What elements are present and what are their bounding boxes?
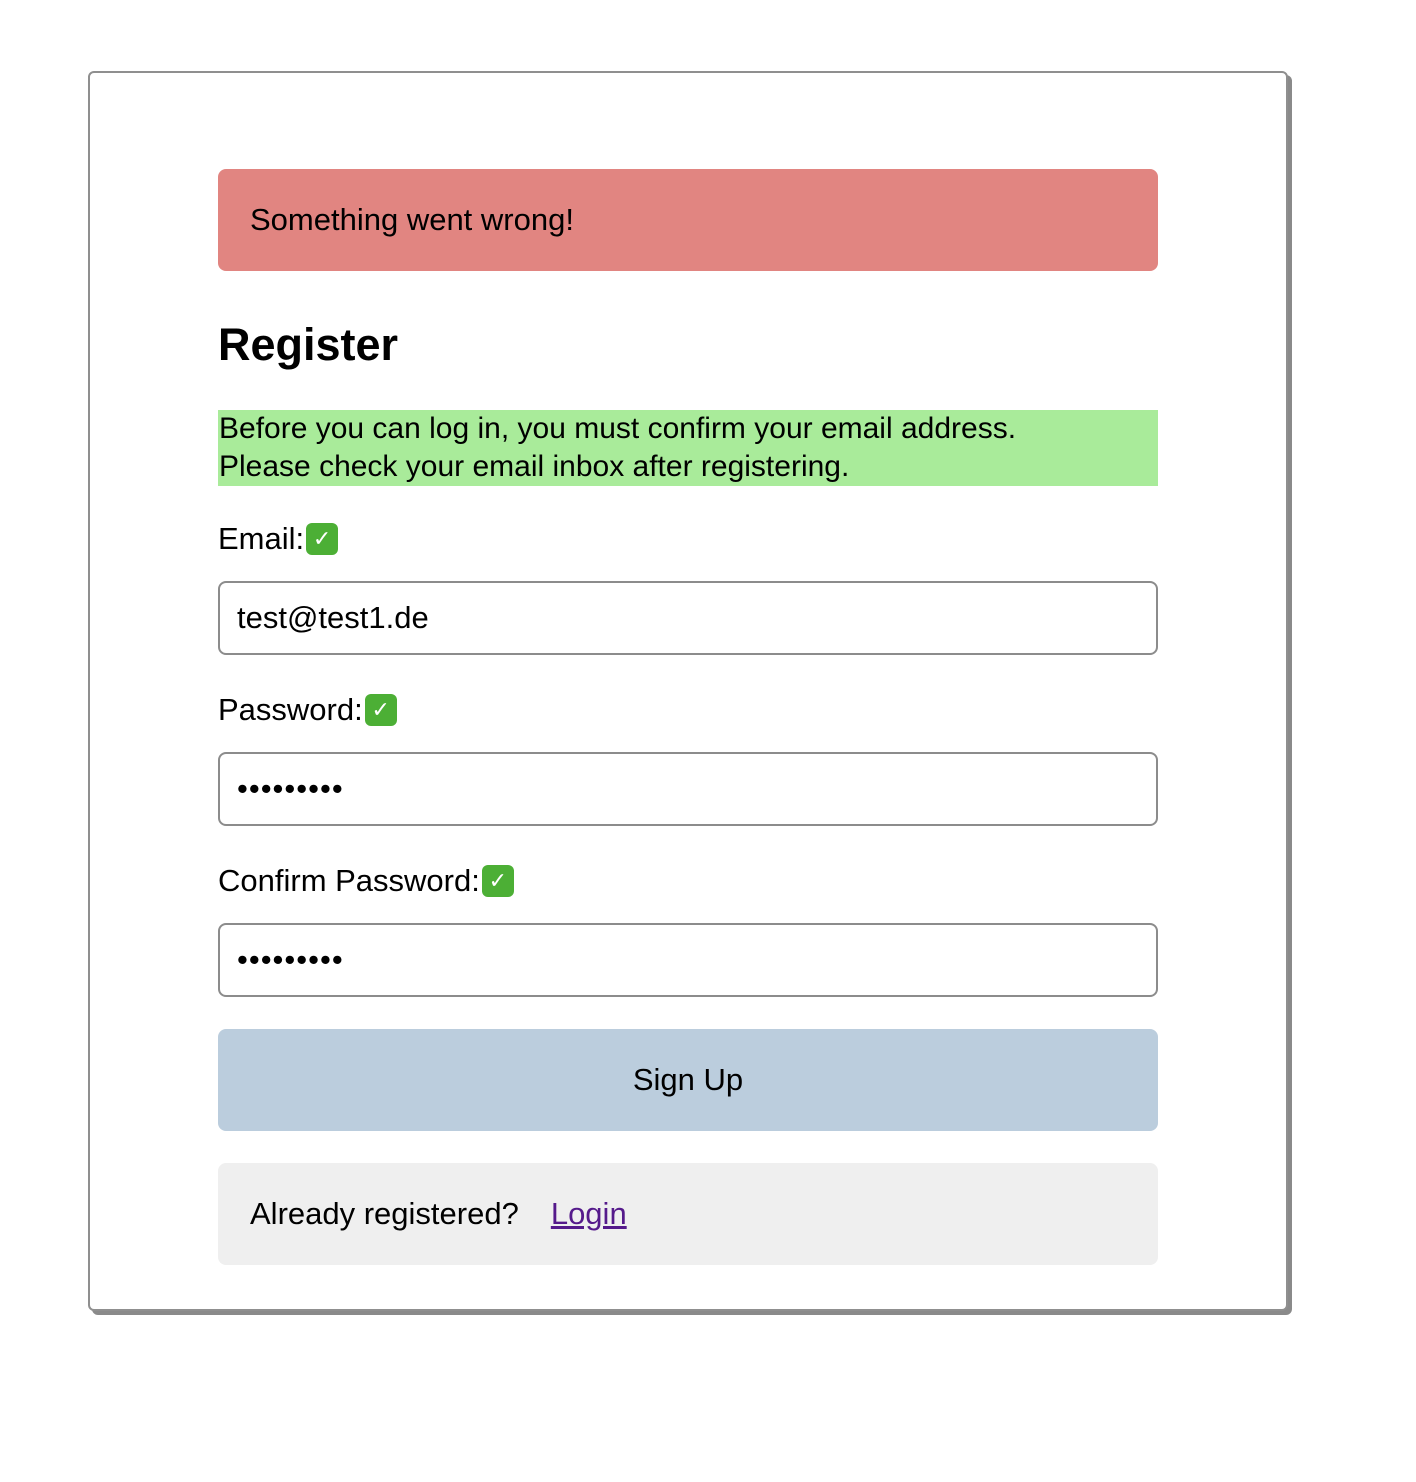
- error-message: Something went wrong!: [250, 202, 574, 237]
- password-label: [218, 690, 1158, 730]
- notice-line-2: Please check your email inbox after registering.: [219, 450, 850, 483]
- password-field[interactable]: [218, 752, 1158, 826]
- login-prompt-text: Already registered?: [250, 1196, 519, 1231]
- confirm-password-label: [218, 861, 1158, 901]
- email-field[interactable]: [218, 581, 1158, 655]
- email-label-text: Email:: [218, 521, 305, 556]
- notice-line-1: Before you can log in, you must confirm your email address.: [219, 412, 1017, 445]
- page-title: Register: [218, 319, 399, 370]
- confirm-password-field[interactable]: [218, 923, 1158, 997]
- check-mark-icon: ✓: [365, 694, 397, 726]
- check-mark-icon: ✓: [482, 865, 514, 897]
- error-banner: [218, 169, 1158, 271]
- password-label-text: Password:: [218, 692, 363, 727]
- email-confirmation-notice: [218, 410, 1158, 486]
- register-card: [88, 71, 1288, 1311]
- register-form: [218, 169, 1158, 1265]
- login-link[interactable]: Login: [550, 1196, 627, 1231]
- check-mark-icon: ✓: [306, 523, 338, 555]
- sign-up-button[interactable]: Sign Up: [218, 1029, 1158, 1131]
- email-label: [218, 519, 1158, 559]
- confirm-password-label-text: Confirm Password:: [218, 863, 480, 898]
- login-prompt: [218, 1163, 1158, 1265]
